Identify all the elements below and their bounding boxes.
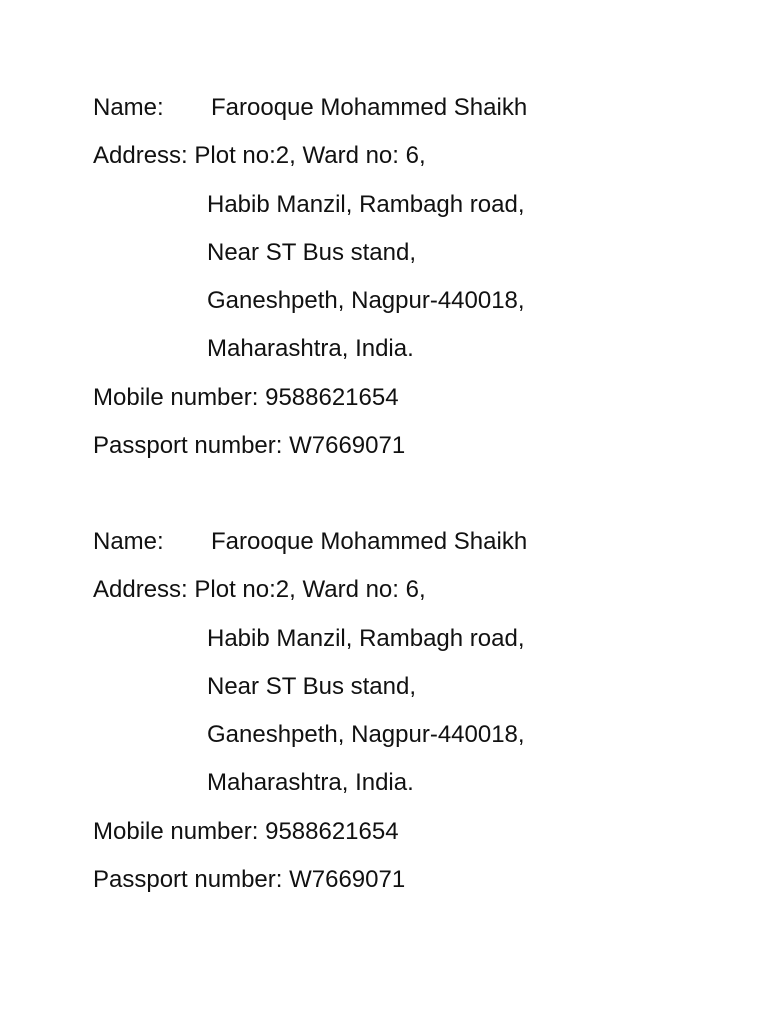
address-line-3: Near ST Bus stand, [207,238,416,266]
mobile-line [93,808,713,856]
address-line-4: Ganeshpeth, Nagpur-440018, [207,721,525,749]
address-line-5: Maharashtra, India. [207,769,414,797]
address-line-4: Ganeshpeth, Nagpur-440018, [207,287,525,315]
address-line-1: Plot no:2, Ward no: 6, [194,142,426,170]
passport-line [93,422,713,470]
passport-label: Passport number: [93,432,283,460]
passport-value: W7669071 [289,866,406,894]
passport-value: W7669071 [289,432,406,460]
name-label: Name: [93,94,164,121]
address-line-2: Habib Manzil, Rambagh road, [207,624,525,652]
address-line-2: Habib Manzil, Rambagh road, [207,190,525,218]
mobile-label: Mobile number: [93,817,259,845]
address-line-3: Near ST Bus stand, [207,672,416,700]
passport-label: Passport number: [93,866,283,894]
contact-record [93,518,713,904]
name-value: Farooque Mohammed Shaikh [211,94,528,121]
name-value: Farooque Mohammed Shaikh [211,528,528,555]
contact-record [93,84,713,470]
mobile-line [93,374,713,422]
name-line [93,84,713,132]
address-line [93,566,713,614]
address-line-5: Maharashtra, India. [207,335,414,363]
name-label: Name: [93,528,164,555]
address-line [93,132,713,180]
address-label: Address: [93,142,188,170]
name-line [93,518,713,566]
mobile-value: 9588621654 [265,383,399,411]
mobile-value: 9588621654 [265,817,399,845]
address-label: Address: [93,576,188,604]
passport-line [93,856,713,904]
mobile-label: Mobile number: [93,383,259,411]
address-line-1: Plot no:2, Ward no: 6, [194,576,426,604]
